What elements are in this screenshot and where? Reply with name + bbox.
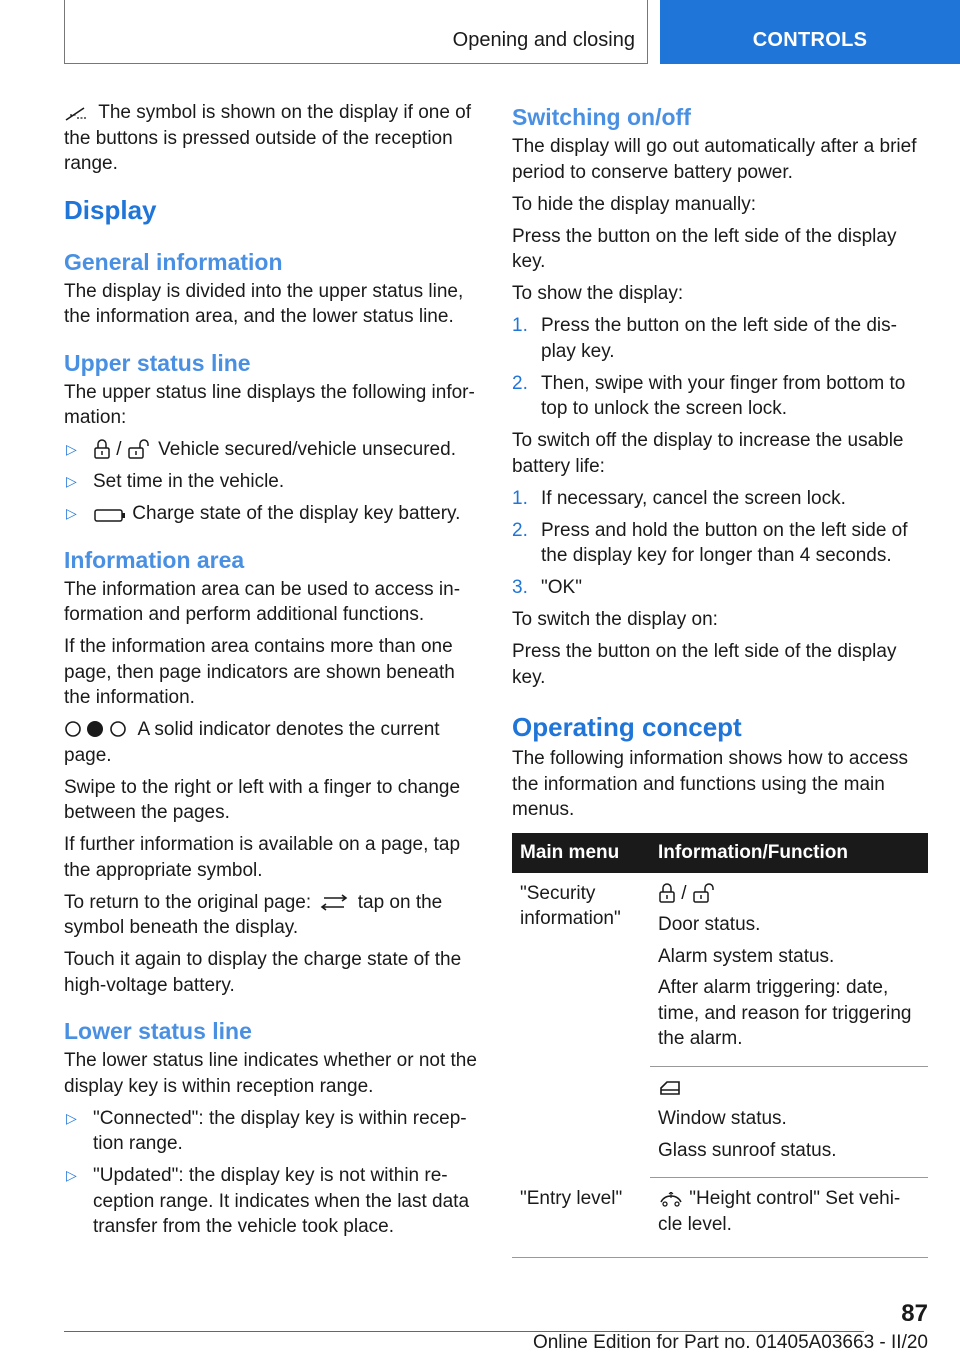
lock-open-icon — [127, 439, 153, 459]
list-item: 1. Press the button on the left side of the dis-play key. — [512, 315, 897, 362]
upper-paragraph: The upper status line displays the following infor-mation: — [64, 381, 475, 428]
out-of-range-icon — [64, 106, 88, 122]
switch-paragraph-1: The display will go out automatically after a brief period to conserve battery power. — [512, 136, 917, 183]
lock-closed-icon — [658, 883, 676, 903]
header-chapter-tab[interactable] — [660, 0, 960, 64]
lock-closed-icon — [93, 439, 111, 459]
intro-paragraph: The symbol is shown on the display if one of the buttons is pressed outside of the reception range. — [64, 102, 472, 174]
list-item: ▷ "Updated": the display key is not within re-ception range. It indicates when the last data transfer from the vehicle took place. — [66, 1165, 470, 1237]
info-paragraph-7: Touch it again to display the charge state of the high-voltage battery. — [64, 949, 462, 996]
lower-status-list — [64, 1106, 478, 1240]
general-paragraph: The display is divided into the upper status line, the information area, and the lower status line. — [64, 280, 464, 327]
footer-edition: Online Edition for Part no. 01405A03663 - II/20 — [532, 1332, 928, 1353]
switch-off-steps — [512, 486, 928, 601]
heading-upper-status-line: Upper status line — [64, 349, 251, 376]
list-item: 2. Press and hold the button on the left side of the display key for longer than 4 seconds. — [512, 519, 908, 566]
switch-paragraph-6: To switch the display on: — [512, 609, 718, 630]
list-item: ▷ Set time in the vehicle. — [66, 471, 285, 492]
switch-paragraph-7: Press the button on the left side of the display key. — [512, 641, 897, 688]
info-paragraph-6: To return to the original page: tap on the symbol beneath the display. — [64, 891, 443, 938]
height-control-icon — [658, 1192, 684, 1208]
entry-info-cell: "Height control" Set vehi-cle level. — [650, 1178, 928, 1258]
lock-open-icon — [692, 883, 718, 903]
entry-menu-cell: "Entry level" — [512, 1178, 650, 1258]
security-menu-cell: "Security information" — [520, 882, 621, 929]
window-icon — [658, 1077, 682, 1097]
lower-paragraph: The lower status line indicates whether or not the display key is within reception range. — [64, 1050, 477, 1097]
column-header-information: Information/Function — [650, 833, 928, 873]
heading-operating-concept: Operating concept — [512, 712, 742, 742]
list-item: 3. "OK" — [512, 577, 582, 598]
list-item: ▷ / Vehicle secured/vehicle unsecured. — [66, 439, 456, 460]
battery-icon — [93, 507, 127, 523]
security-info-cell: / Door status. Alarm system status. After alarm triggering: date, time, and reason for triggering the alarm. — [650, 873, 928, 1067]
heading-switching-on-off: Switching on/off — [512, 104, 691, 130]
header-chapter-title: CONTROLS — [752, 29, 868, 51]
heading-display: Display — [64, 194, 157, 225]
switch-paragraph-2: To hide the display manually: — [512, 193, 756, 215]
table-row — [512, 1178, 928, 1258]
upper-status-list — [64, 437, 478, 527]
main-menu-table — [512, 833, 928, 1259]
window-info-cell: Window status. Glass sunroof status. — [650, 1066, 928, 1178]
info-paragraph-3: A solid indicator denotes the current page. — [64, 719, 440, 766]
table-header-row — [512, 833, 928, 873]
info-paragraph-2: If the information area contains more than one page, then page indicators are shown beneath the information. — [64, 636, 455, 708]
right-column — [512, 100, 928, 1258]
list-item: 2. Then, swipe with your finger from bottom to top to unlock the screen lock. — [512, 372, 906, 419]
column-header-main-menu: Main menu — [512, 833, 650, 873]
show-display-steps — [512, 313, 928, 422]
concept-paragraph: The following information shows how to access the information and functions using the main menus. — [512, 748, 909, 820]
info-paragraph-4: Swipe to the right or left with a finger to change between the pages. — [64, 776, 461, 823]
page-indicators-icon — [64, 719, 128, 739]
list-item: 1. If necessary, cancel the screen lock. — [512, 487, 846, 509]
table-row — [512, 873, 928, 1067]
list-item: ▷ "Connected": the display key is within recep-tion range. — [66, 1107, 467, 1154]
heading-information-area: Information area — [64, 546, 245, 573]
header-section-box — [64, 0, 648, 64]
left-column — [64, 100, 478, 1246]
switch-paragraph-3: Press the button on the left side of the display key. — [512, 225, 897, 272]
list-item: ▷ Charge state of the display key battery. — [66, 503, 461, 524]
switch-paragraph-5: To switch off the display to increase the usable battery life: — [512, 430, 904, 477]
header-section-title: Opening and closing — [452, 29, 635, 51]
heading-lower-status-line: Lower status line — [64, 1018, 252, 1044]
return-arrows-icon — [316, 894, 352, 912]
page-number: 87 — [901, 1300, 928, 1327]
heading-general-information: General information — [64, 248, 283, 275]
info-paragraph-5: If further information is available on a page, tap the appropriate symbol. — [64, 834, 461, 881]
info-paragraph-1: The information area can be used to access in-formation and perform additional functions. — [64, 578, 461, 625]
switch-paragraph-4: To show the display: — [512, 283, 684, 304]
